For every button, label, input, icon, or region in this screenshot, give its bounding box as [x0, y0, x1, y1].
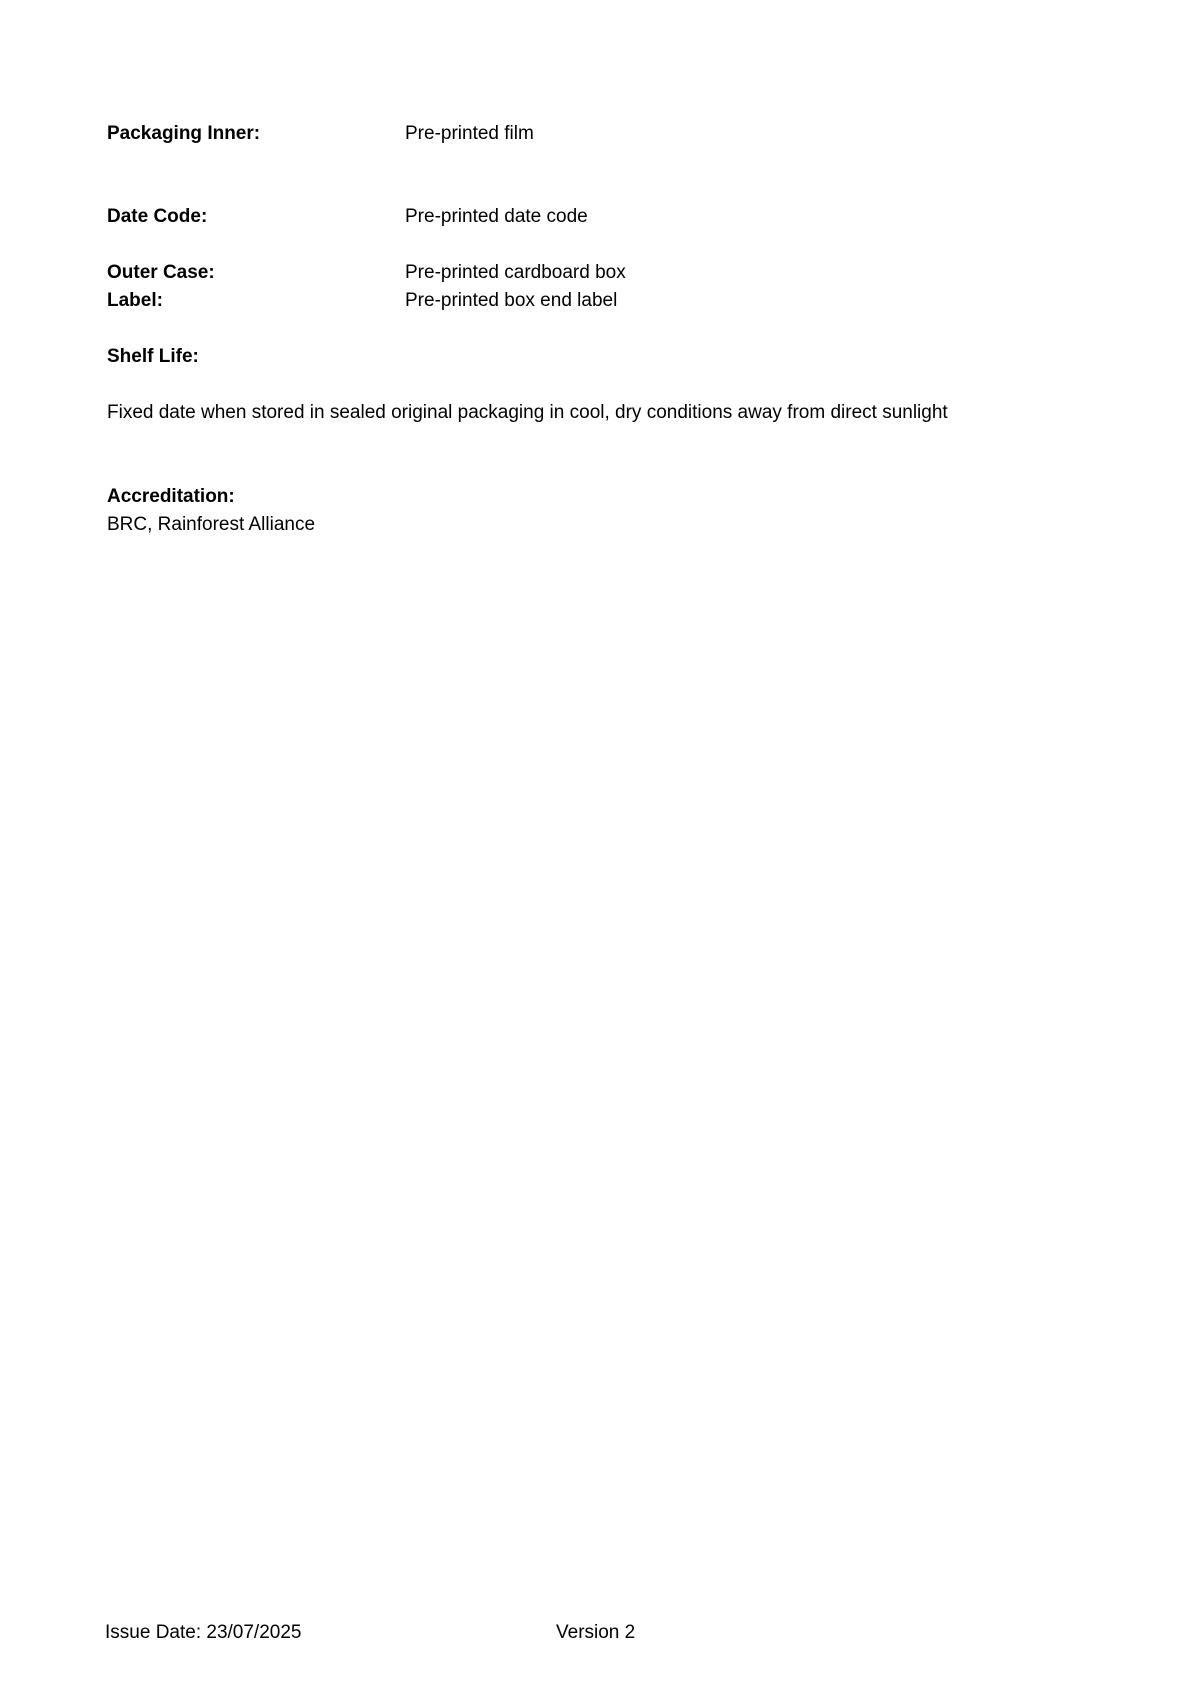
shelf-life-text: Fixed date when stored in sealed original packaging in cool, dry conditions away from direct sunlight [107, 402, 948, 423]
accreditation-text: BRC, Rainforest Alliance [107, 514, 316, 535]
shelf-life-heading: Shelf Life: [107, 346, 199, 367]
date-code-value: Pre-printed date code [405, 206, 588, 227]
outer-case-value: Pre-printed cardboard box [405, 262, 626, 283]
packaging-inner-label: Packaging Inner: [107, 123, 261, 144]
accreditation-heading: Accreditation: [107, 486, 235, 507]
issue-date: Issue Date: 23/07/2025 [105, 1622, 302, 1643]
packaging-inner-value: Pre-printed film [405, 123, 534, 144]
date-code-label: Date Code: [107, 206, 208, 227]
outer-case-label: Outer Case: [107, 262, 215, 283]
version-label: Version 2 [556, 1622, 636, 1643]
outer-label-value: Pre-printed box end label [405, 290, 618, 311]
outer-label-label: Label: [107, 290, 163, 311]
